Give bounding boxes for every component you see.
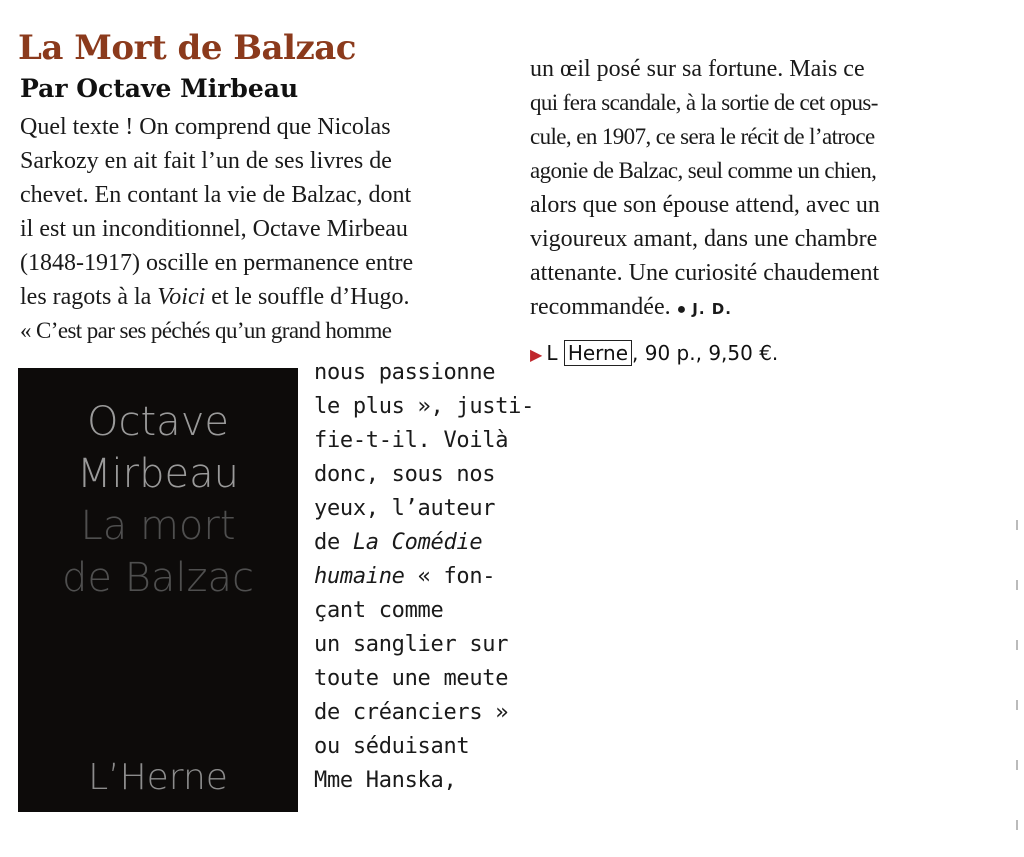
body-line: (1848-1917) oscille en permanence entre [20, 250, 414, 276]
cover-title-line: La mort [80, 503, 236, 549]
body-line: çant comme [314, 598, 444, 623]
review-title: La Mort de Balzac [18, 28, 357, 68]
bullet-icon: ● [676, 301, 687, 318]
cover-author [18, 396, 298, 500]
author-signature: J. D. [692, 300, 732, 318]
scan-edge-marks [1016, 520, 1018, 840]
body-line: qui fera scandale, à la sortie de cet opus- [530, 90, 878, 115]
body-line: « C’est par ses péchés qu’un grand homme [20, 318, 392, 343]
book-title-italic: humaine [314, 564, 405, 589]
body-line: cule, en 1907, ce sera le récit de l’atroce [530, 124, 875, 149]
body-line: fie-t-il. Voilà [314, 428, 509, 453]
book-cover [18, 368, 298, 812]
body-line: il est un inconditionnel, Octave Mirbeau [20, 216, 408, 242]
body-line: yeux, l’auteur [314, 496, 496, 521]
body-line: un sanglier sur [314, 632, 509, 657]
body-line: nous passionne [314, 360, 496, 385]
cover-publisher: L’Herne [88, 757, 228, 798]
cover-title [18, 500, 298, 604]
body-text: les ragots à la [20, 284, 158, 310]
body-line [530, 290, 732, 327]
arrow-icon: ▶ [530, 345, 543, 364]
body-line: le plus », justi- [314, 394, 535, 419]
body-text: de [314, 530, 353, 555]
body-line: Sarkozy en ait fait l’un de ses livres de [20, 148, 392, 174]
cover-title-line: de Balzac [61, 555, 255, 601]
body-line: donc, sous nos [314, 462, 496, 487]
cover-author-line: Mirbeau [77, 451, 239, 497]
publication-info [530, 338, 778, 370]
body-line: vigoureux amant, dans une chambre [530, 226, 878, 252]
publisher-prefix: L [546, 341, 558, 365]
body-text: et le souffle d’Hugo. [205, 284, 410, 310]
body-line: un œil posé sur sa fortune. Mais ce [530, 56, 865, 82]
body-line: chevet. En contant la vie de Balzac, dont [20, 182, 412, 208]
body-line: toute une meute [314, 666, 509, 691]
body-line [314, 526, 482, 560]
body-line: attenante. Une curiosité chaudement [530, 260, 880, 286]
cover-author-line: Octave [87, 399, 229, 445]
body-text: « fon- [404, 564, 496, 589]
body-line: Quel texte ! On comprend que Nicolas [20, 114, 391, 140]
body-text: recommandée. [530, 294, 677, 320]
body-line: agonie de Balzac, seul comme un chien, [530, 158, 877, 183]
body-line: alors que son épouse attend, avec un [530, 192, 880, 218]
book-title-italic: La Comédie [352, 530, 483, 555]
body-line [314, 560, 495, 594]
magazine-name: Voici [157, 284, 206, 310]
body-line: ou séduisant [314, 734, 470, 759]
publication-details: , 90 p., 9,50 €. [632, 341, 779, 365]
review-byline: Par Octave Mirbeau [20, 74, 299, 103]
body-line [20, 280, 409, 314]
publisher-name: Herne [564, 340, 632, 366]
body-line: de créanciers » [314, 700, 509, 725]
body-line: Mme Hanska, [314, 768, 457, 793]
